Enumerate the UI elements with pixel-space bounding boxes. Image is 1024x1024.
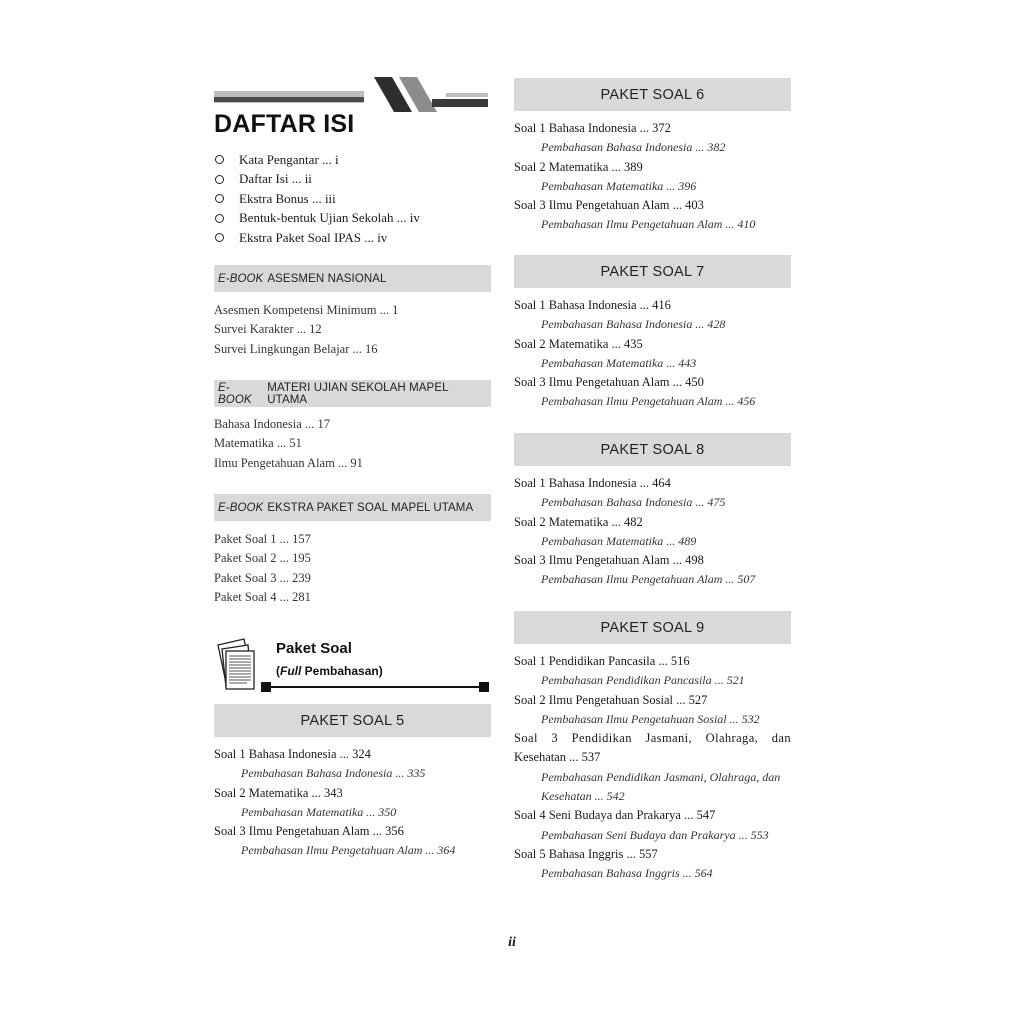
list-item[interactable]: Bentuk-bentuk Ujian Sekolah ... iv — [214, 209, 491, 229]
list-item[interactable]: Soal 2 Matematika ... 389 — [514, 159, 643, 174]
circle-bullet-icon — [215, 233, 224, 242]
list-item[interactable]: Paket Soal 4 ... 281 — [214, 590, 311, 605]
divider-line — [264, 686, 485, 688]
ebook-asesmen-list — [214, 301, 398, 359]
section-header-ebook-asesmen: E-BOOK ASESMEN NASIONAL — [214, 265, 491, 292]
list-item[interactable]: Soal 3 Ilmu Pengetahuan Alam ... 403 — [514, 198, 704, 213]
list-item[interactable]: Soal 5 Bahasa Inggris ... 557 — [514, 846, 658, 861]
list-item[interactable]: Ekstra Paket Soal IPAS ... iv — [214, 228, 491, 248]
list-item-sub[interactable]: Pembahasan Ilmu Pengetahuan Alam ... 410 — [541, 217, 756, 232]
paket-5-list — [214, 745, 491, 861]
list-item-sub[interactable]: Pembahasan Ilmu Pengetahuan Sosial ... 532 — [541, 711, 760, 726]
list-item[interactable]: Paket Soal 1 ... 157 — [214, 532, 311, 546]
list-item[interactable]: Ekstra Bonus ... iii — [214, 189, 491, 209]
paket-7-list — [514, 296, 791, 412]
list-item-sub[interactable]: Pembahasan Bahasa Indonesia ... 428 — [541, 317, 726, 332]
list-item[interactable]: Soal 1 Bahasa Indonesia ... 372 — [514, 121, 671, 135]
list-item[interactable]: Soal 1 Bahasa Indonesia ... 324 — [214, 747, 371, 761]
list-item-sub[interactable]: Pembahasan Matematika ... 396 — [541, 178, 697, 193]
list-item-sub[interactable]: Pembahasan Bahasa Inggris ... 564 — [541, 866, 713, 881]
list-item-continued[interactable]: Kesehatan ... 537 — [514, 750, 601, 765]
list-item-sub[interactable]: Pembahasan Matematika ... 489 — [541, 533, 697, 548]
list-item[interactable]: Asesmen Kompetensi Minimum ... 1 — [214, 303, 399, 317]
list-item[interactable]: Soal 3 Ilmu Pengetahuan Alam ... 450 — [514, 375, 704, 390]
page-number: ii — [508, 935, 516, 950]
ebook-materi-list — [214, 415, 363, 473]
list-item-sub-continued[interactable]: Kesehatan ... 542 — [541, 789, 625, 804]
list-item[interactable]: Soal 2 Ilmu Pengetahuan Sosial ... 527 — [514, 692, 708, 707]
circle-bullet-icon — [215, 175, 224, 184]
line-end-square — [479, 682, 489, 692]
list-item[interactable]: Soal 3 Ilmu Pengetahuan Alam ... 498 — [514, 553, 704, 568]
section-header-paket-7: PAKET SOAL 7 — [514, 255, 791, 288]
section-header-paket-8: PAKET SOAL 8 — [514, 433, 791, 466]
list-item-sub[interactable]: Pembahasan Ilmu Pengetahuan Alam ... 507 — [541, 572, 756, 587]
list-item[interactable]: Soal 2 Matematika ... 435 — [514, 336, 643, 351]
page-title: DAFTAR ISI — [214, 110, 355, 138]
list-item-sub[interactable]: Pembahasan Ilmu Pengetahuan Alam ... 456 — [541, 394, 756, 409]
list-item-sub[interactable]: Pembahasan Bahasa Indonesia ... 475 — [541, 495, 726, 510]
list-item-sub[interactable]: Pembahasan Bahasa Indonesia ... 382 — [541, 140, 726, 155]
paket-9-list — [514, 652, 791, 884]
circle-bullet-icon — [215, 214, 224, 223]
paket-6-list — [514, 119, 791, 235]
list-item[interactable]: Soal 2 Matematika ... 343 — [214, 785, 343, 800]
list-item[interactable]: Soal 1 Pendidikan Pancasila ... 516 — [514, 654, 690, 668]
paket-soal-title: Paket Soal — [276, 640, 352, 657]
list-item-sub[interactable]: Pembahasan Pendidikan Pancasila ... 521 — [541, 673, 745, 688]
section-header-paket-6: PAKET SOAL 6 — [514, 78, 791, 111]
paket-soal-header — [214, 637, 491, 697]
list-item[interactable]: Survei Karakter ... 12 — [214, 322, 322, 337]
documents-icon — [214, 637, 260, 691]
section-header-ebook-materi: E-BOOK MATERI UJIAN SEKOLAH MAPEL UTAMA — [214, 380, 491, 407]
list-item-sub[interactable]: Pembahasan Pendidikan Jasmani, Olahraga, dan — [541, 769, 781, 784]
list-item[interactable]: Survei Lingkungan Belajar ... 16 — [214, 341, 378, 356]
list-item[interactable]: Matematika ... 51 — [214, 436, 302, 451]
list-item-sub[interactable]: Pembahasan Matematika ... 350 — [241, 804, 397, 819]
list-item-sub[interactable]: Pembahasan Seni Budaya dan Prakarya ... 553 — [541, 827, 769, 842]
paket-8-list — [514, 474, 791, 590]
list-item[interactable]: Paket Soal 2 ... 195 — [214, 551, 311, 566]
section-header-paket-5: PAKET SOAL 5 — [214, 704, 491, 737]
intro-list — [214, 150, 491, 248]
section-header-ebook-ekstra: E-BOOK EKSTRA PAKET SOAL MAPEL UTAMA — [214, 494, 491, 521]
paket-soal-subtitle: (Full Pembahasan) — [276, 664, 383, 678]
list-item[interactable]: Soal 3 Pendidikan Jasmani, Olahraga, dan — [514, 731, 791, 746]
list-item[interactable]: Soal 3 Ilmu Pengetahuan Alam ... 356 — [214, 824, 404, 839]
list-item-sub[interactable]: Pembahasan Ilmu Pengetahuan Alam ... 364 — [241, 843, 456, 858]
list-item[interactable]: Paket Soal 3 ... 239 — [214, 570, 311, 585]
list-item[interactable]: Kata Pengantar ... i — [214, 150, 491, 170]
list-item-sub[interactable]: Pembahasan Matematika ... 443 — [541, 355, 697, 370]
list-item[interactable]: Soal 2 Matematika ... 482 — [514, 514, 643, 529]
list-item[interactable]: Soal 1 Bahasa Indonesia ... 416 — [514, 298, 671, 312]
line-end-square — [261, 682, 271, 692]
list-item-sub[interactable]: Pembahasan Bahasa Indonesia ... 335 — [241, 766, 426, 781]
list-item[interactable]: Daftar Isi ... ii — [214, 170, 491, 190]
section-header-paket-9: PAKET SOAL 9 — [514, 611, 791, 644]
circle-bullet-icon — [215, 155, 224, 164]
list-item[interactable]: Ilmu Pengetahuan Alam ... 91 — [214, 455, 363, 470]
circle-bullet-icon — [215, 194, 224, 203]
ebook-ekstra-list — [214, 530, 311, 608]
list-item[interactable]: Soal 1 Bahasa Indonesia ... 464 — [514, 476, 671, 490]
list-item[interactable]: Bahasa Indonesia ... 17 — [214, 417, 330, 431]
list-item[interactable]: Soal 4 Seni Budaya dan Prakarya ... 547 — [514, 808, 716, 823]
